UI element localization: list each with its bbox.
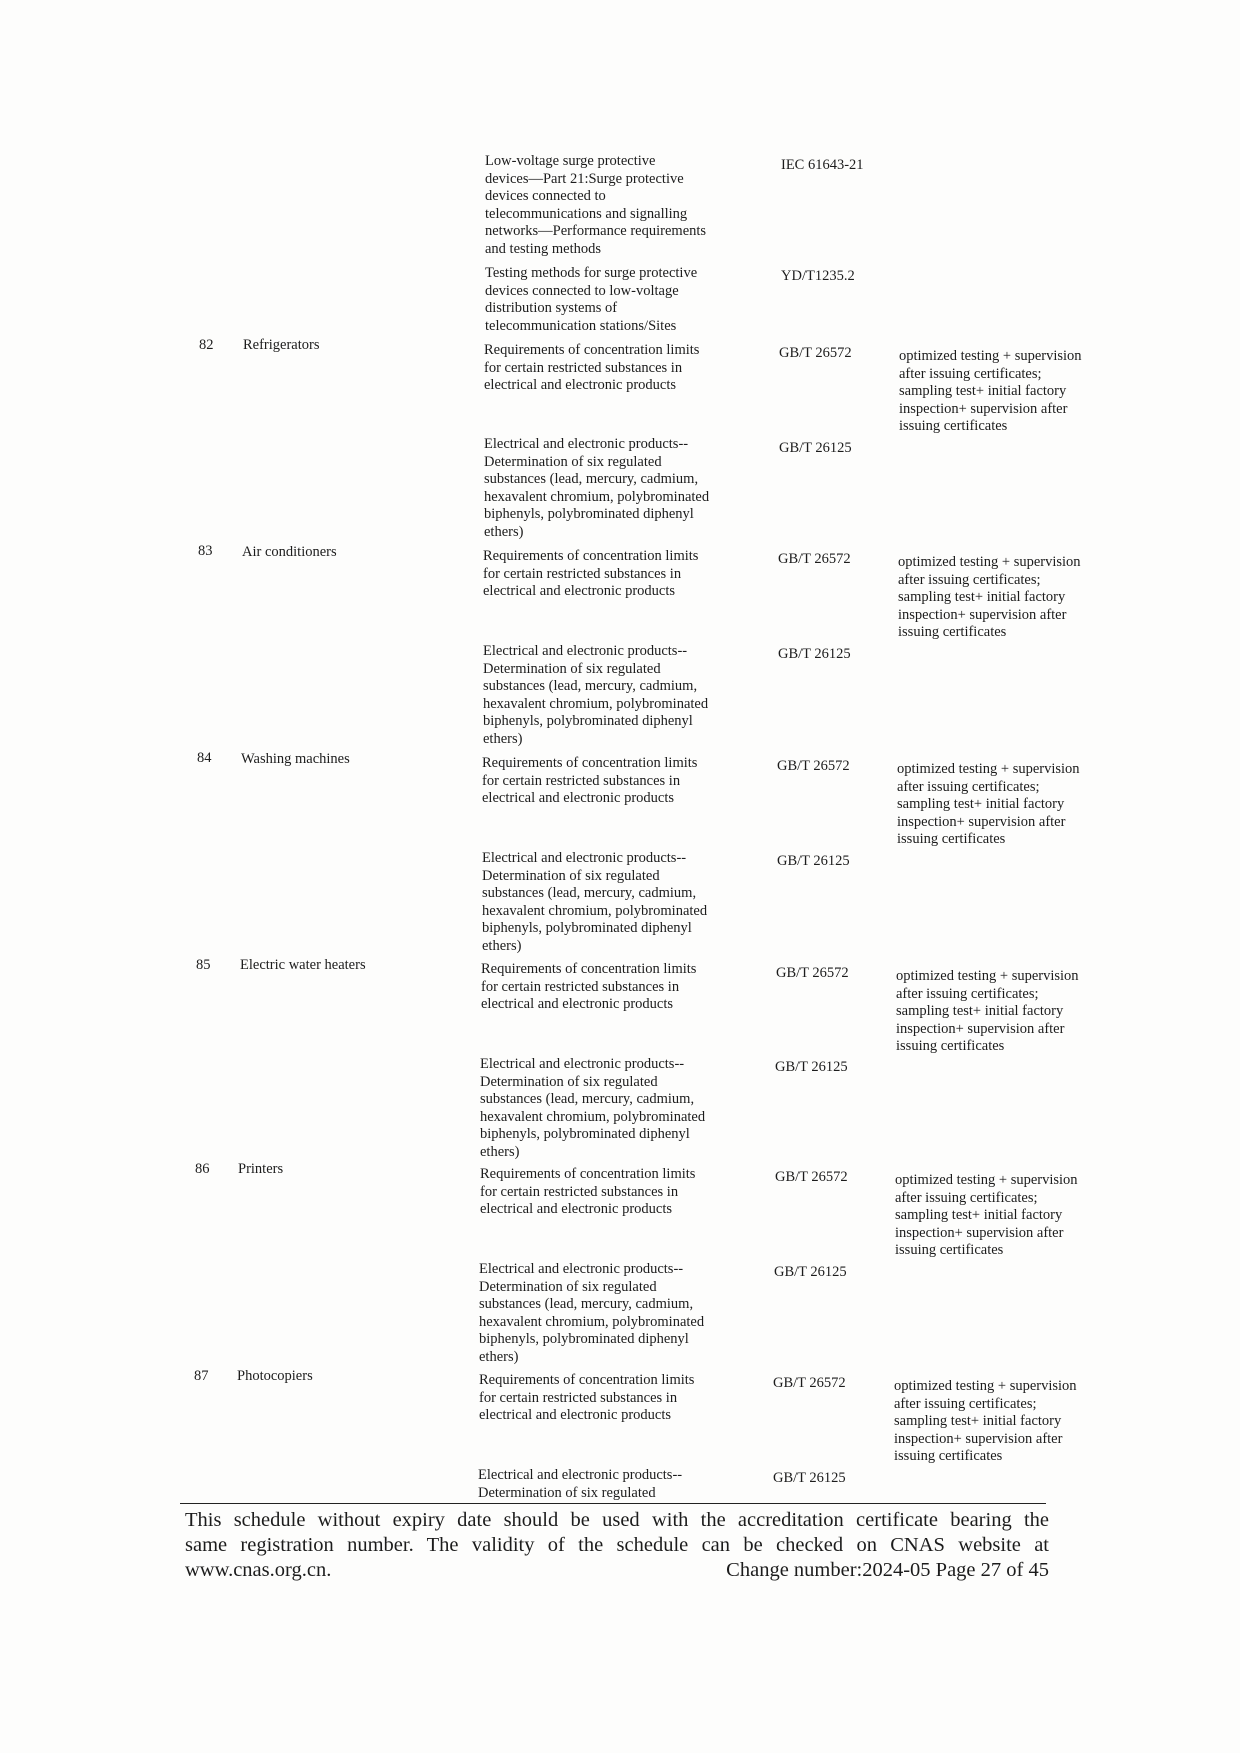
- standard-title: Requirements of concentration limits for certain restricted substances in electrical and electronic products: [481, 961, 697, 1012]
- standard-title: Electrical and electronic products-- Determination of six regulated substances (lead, mercury, cadmium, hexavalent chromium, polybrominated biphenyls, polybrominated diphenyl ethers): [480, 1056, 706, 1160]
- certification-mode: optimized testing + supervision after issuing certificates; sampling test+ initial factory inspection+ supervision after issuing certificates: [895, 1172, 1078, 1258]
- standard-code: YD/T1235.2: [781, 268, 855, 284]
- standard-title: Electrical and electronic products-- Determination of six regulated substances (lead, mercury, cadmium, hexavalent chromium, polybrominated biphenyls, polybrominated diphenyl ethers): [483, 643, 709, 747]
- certification-mode: optimized testing + supervision after issuing certificates; sampling test+ initial factory inspection+ supervision after issuing certificates: [896, 968, 1079, 1054]
- item-number: 84: [197, 750, 212, 766]
- standard-title: Electrical and electronic products-- Determination of six regulated substances (lead, mercury, cadmium, hexavalent chromium, polybrominated biphenyls, polybrominated diphenyl ethers): [482, 850, 708, 954]
- standard-code: GB/T 26572: [776, 965, 849, 981]
- footer-rule: [180, 1503, 1046, 1504]
- standard-code: GB/T 26125: [778, 646, 851, 662]
- product-name: Electric water heaters: [240, 957, 366, 973]
- standard-title: Requirements of concentration limits for certain restricted substances in electrical and electronic products: [480, 1166, 696, 1217]
- product-name: Washing machines: [241, 751, 350, 767]
- standard-code: GB/T 26572: [777, 758, 850, 774]
- certification-mode: optimized testing + supervision after issuing certificates; sampling test+ initial factory inspection+ supervision after issuing certificates: [898, 554, 1081, 640]
- standard-code: GB/T 26572: [778, 551, 851, 567]
- standard-title: Testing methods for surge protective devices connected to low-voltage distribution systems of telecommunication stations/Sites: [485, 265, 698, 334]
- standard-code: GB/T 26572: [775, 1169, 848, 1185]
- certification-mode: optimized testing + supervision after issuing certificates; sampling test+ initial factory inspection+ supervision after issuing certificates: [897, 761, 1080, 847]
- item-number: 87: [194, 1368, 209, 1384]
- standard-title: Requirements of concentration limits for certain restricted substances in electrical and electronic products: [479, 1372, 695, 1423]
- item-number: 83: [198, 543, 213, 559]
- change-number: Change number:2024-05 Page 27 of 45: [726, 1559, 1049, 1581]
- standard-title: Low-voltage surge protective devices—Part 21:Surge protective devices connected to telecommunications and signalling networks—Performance requirements and testing methods: [485, 153, 707, 257]
- standard-code: GB/T 26572: [773, 1375, 846, 1391]
- item-number: 85: [196, 957, 211, 973]
- item-number: 82: [199, 337, 214, 353]
- product-name: Printers: [238, 1161, 284, 1177]
- standard-title: Requirements of concentration limits for certain restricted substances in electrical and electronic products: [483, 548, 699, 599]
- footer-line: same registration number. The validity of the schedule can be checked on CNAS website at: [185, 1534, 1049, 1556]
- standard-title: Electrical and electronic products-- Determination of six regulated: [478, 1467, 683, 1501]
- product-name: Refrigerators: [243, 337, 320, 353]
- footer-notice: [185, 1508, 1049, 1558]
- certification-mode: optimized testing + supervision after issuing certificates; sampling test+ initial factory inspection+ supervision after issuing certificates: [899, 348, 1082, 434]
- standard-title: Requirements of concentration limits for certain restricted substances in electrical and electronic products: [482, 755, 698, 806]
- item-number: 86: [195, 1161, 210, 1177]
- standard-code: GB/T 26125: [777, 853, 850, 869]
- product-name: Photocopiers: [237, 1368, 313, 1384]
- standard-code: IEC 61643-21: [781, 157, 864, 173]
- standard-code: GB/T 26125: [773, 1470, 846, 1486]
- standard-code: GB/T 26125: [779, 440, 852, 456]
- standard-code: GB/T 26125: [775, 1059, 848, 1075]
- certification-mode: optimized testing + supervision after issuing certificates; sampling test+ initial factory inspection+ supervision after issuing certificates: [894, 1378, 1077, 1464]
- standard-title: Electrical and electronic products-- Determination of six regulated substances (lead, mercury, cadmium, hexavalent chromium, polybrominated biphenyls, polybrominated diphenyl ethers): [479, 1261, 705, 1365]
- product-name: Air conditioners: [242, 544, 337, 560]
- standard-title: Requirements of concentration limits for certain restricted substances in electrical and electronic products: [484, 342, 700, 393]
- standard-code: GB/T 26572: [779, 345, 852, 361]
- website-link[interactable]: www.cnas.org.cn.: [185, 1559, 332, 1581]
- footer-line: This schedule without expiry date should be used with the accreditation certificate bearing the: [185, 1509, 1049, 1531]
- standard-code: GB/T 26125: [774, 1264, 847, 1280]
- standard-title: Electrical and electronic products-- Determination of six regulated substances (lead, mercury, cadmium, hexavalent chromium, polybrominated biphenyls, polybrominated diphenyl ethers): [484, 436, 710, 540]
